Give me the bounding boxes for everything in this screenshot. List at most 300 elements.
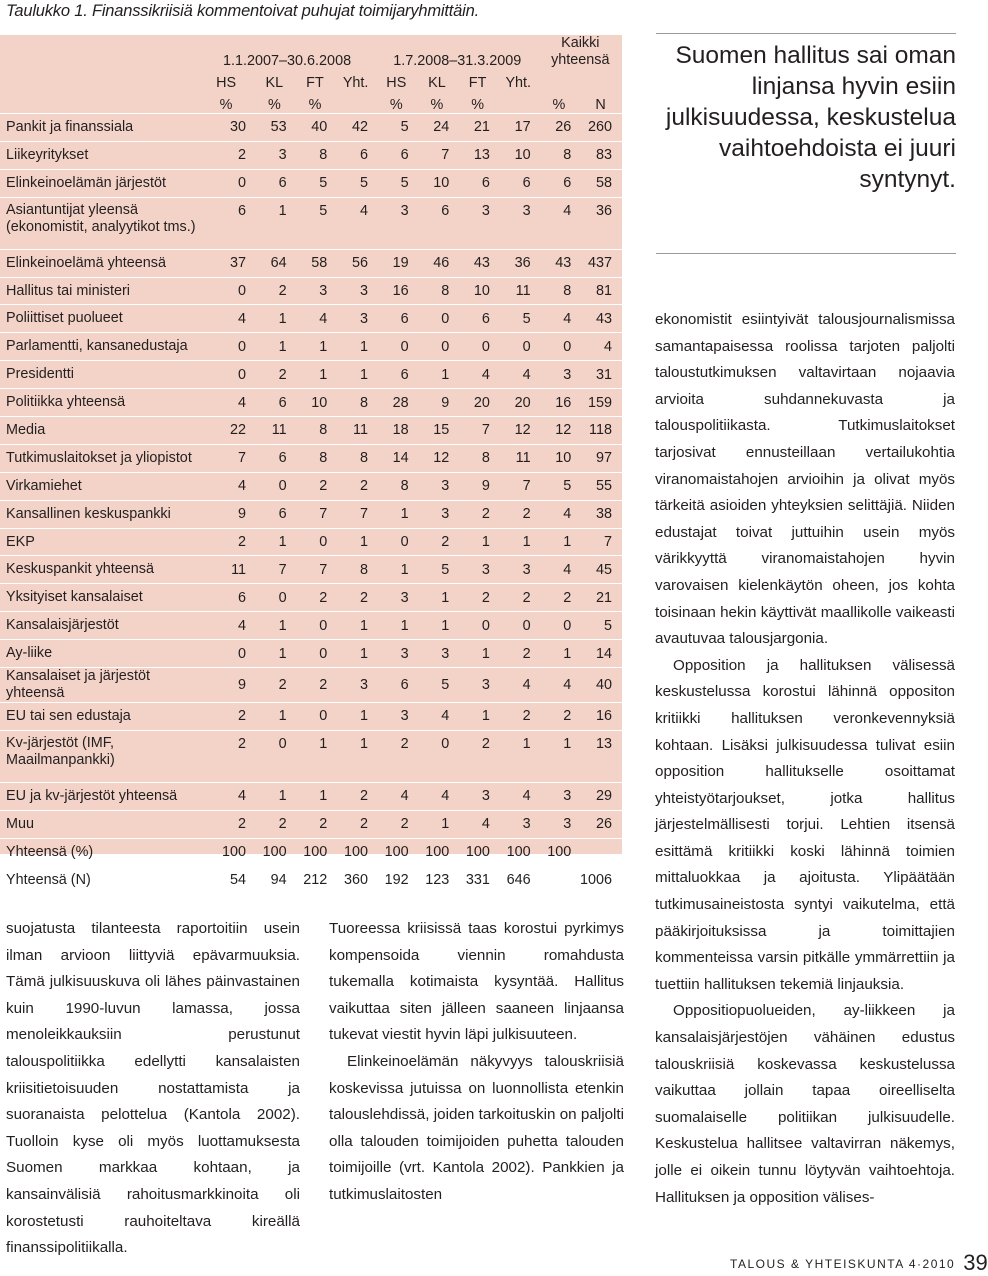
table-cell: 5 bbox=[417, 668, 458, 703]
table-row bbox=[0, 866, 622, 894]
row-label: EKP bbox=[0, 528, 198, 556]
table-cell: 6 bbox=[498, 169, 539, 197]
table-cell: 3 bbox=[335, 668, 376, 703]
row-label: Pankit ja finanssiala bbox=[0, 114, 198, 142]
table-cell: 16 bbox=[539, 389, 580, 417]
table-cell: 0 bbox=[295, 640, 336, 668]
unit-header: N bbox=[579, 91, 622, 114]
table-cell: 4 bbox=[579, 333, 622, 361]
table-cell: 4 bbox=[198, 389, 254, 417]
table-cell: 2 bbox=[457, 730, 498, 782]
table-row bbox=[0, 612, 622, 640]
table-cell: 13 bbox=[579, 730, 622, 782]
unit-header: % bbox=[295, 91, 336, 114]
table-cell: 1 bbox=[376, 556, 417, 584]
source-header bbox=[579, 69, 622, 91]
table-cell: 4 bbox=[457, 361, 498, 389]
table-cell: 94 bbox=[254, 866, 295, 894]
table-row bbox=[0, 556, 622, 584]
table-cell: 8 bbox=[295, 417, 336, 445]
table-cell: 8 bbox=[335, 444, 376, 472]
table-cell: 260 bbox=[579, 114, 622, 142]
table-cell: 8 bbox=[539, 141, 580, 169]
table-cell: 16 bbox=[376, 277, 417, 305]
table-cell: 11 bbox=[198, 556, 254, 584]
table-row bbox=[0, 528, 622, 556]
table-cell: 83 bbox=[579, 141, 622, 169]
source-header bbox=[539, 69, 580, 91]
period-1-header: 1.1.2007–30.6.2008 bbox=[223, 53, 352, 69]
table-cell: 2 bbox=[295, 810, 336, 838]
table-cell: 7 bbox=[295, 500, 336, 528]
table-cell: 4 bbox=[417, 782, 458, 810]
table-cell: 58 bbox=[295, 249, 336, 277]
table-cell: 1 bbox=[335, 528, 376, 556]
table-cell: 0 bbox=[198, 333, 254, 361]
table-cell: 5 bbox=[417, 556, 458, 584]
table-cell: 18 bbox=[376, 417, 417, 445]
table-cell: 331 bbox=[457, 866, 498, 894]
table-cell: 123 bbox=[417, 866, 458, 894]
table-cell: 2 bbox=[295, 472, 336, 500]
table-row bbox=[0, 782, 622, 810]
table-cell: 1 bbox=[295, 782, 336, 810]
table-cell: 1 bbox=[417, 361, 458, 389]
source-header: HS bbox=[386, 75, 407, 91]
table-cell: 2 bbox=[498, 500, 539, 528]
unit-header bbox=[335, 91, 376, 114]
data-table-panel bbox=[0, 35, 622, 889]
table-cell: 0 bbox=[457, 333, 498, 361]
table-cell: 56 bbox=[335, 249, 376, 277]
source-header: FT bbox=[468, 75, 487, 91]
table-cell: 3 bbox=[457, 197, 498, 249]
table-cell: 4 bbox=[295, 305, 336, 333]
table-cell: 2 bbox=[498, 584, 539, 612]
header-row-units bbox=[0, 91, 622, 114]
table-cell: 4 bbox=[498, 361, 539, 389]
table-cell: 2 bbox=[198, 810, 254, 838]
row-label: EU ja kv-järjestöt yhteensä bbox=[0, 782, 198, 810]
table-row bbox=[0, 197, 622, 249]
table-cell: 17 bbox=[498, 114, 539, 142]
table-cell: 1 bbox=[335, 333, 376, 361]
table-cell: 3 bbox=[295, 277, 336, 305]
header-row-periods bbox=[0, 35, 622, 69]
source-header: HS bbox=[216, 75, 237, 91]
table-cell: 22 bbox=[198, 417, 254, 445]
row-label: Virkamiehet bbox=[0, 472, 198, 500]
table-cell: 3 bbox=[335, 277, 376, 305]
period-2-header: 1.7.2008–31.3.2009 bbox=[393, 53, 522, 69]
table-cell: 8 bbox=[295, 444, 336, 472]
table-cell: 64 bbox=[254, 249, 295, 277]
table-cell: 0 bbox=[457, 612, 498, 640]
table-cell: 20 bbox=[498, 389, 539, 417]
table-cell: 36 bbox=[498, 249, 539, 277]
table-cell: 6 bbox=[376, 361, 417, 389]
table-cell: 0 bbox=[417, 333, 458, 361]
table-cell: 4 bbox=[198, 305, 254, 333]
unit-header bbox=[498, 91, 539, 114]
table-cell: 20 bbox=[457, 389, 498, 417]
table-cell: 3 bbox=[498, 556, 539, 584]
table-cell: 2 bbox=[335, 810, 376, 838]
row-label: Politiikka yhteensä bbox=[0, 389, 198, 417]
table-cell: 1 bbox=[254, 305, 295, 333]
table-row bbox=[0, 584, 622, 612]
table-cell: 10 bbox=[295, 389, 336, 417]
table-cell: 1 bbox=[254, 640, 295, 668]
table-cell: 0 bbox=[376, 333, 417, 361]
table-cell: 1 bbox=[254, 528, 295, 556]
table-cell: 100 bbox=[295, 838, 336, 866]
table-cell: 0 bbox=[376, 528, 417, 556]
table-row bbox=[0, 361, 622, 389]
paragraph: ekonomistit esiintyivät talousjournalismissa samantapaisessa roolissa tarjoten paljolti taloustutkimuksen valtavirtaan nojaavia arvioita suhdannekuvasta ja talouspolitiikasta. Tutkimuslaitokset tarjosivat ennusteillaan vertailukohtia viranomaistahojen arvioihin ja olivat myös tärkeitä asioiden yhteyksien selittäjiä. Niiden edustajat toivat juttuihin usein myös värikkyyttä viranomaistahojen hyvin varovaisen kielenkäytön oheen, jos kohta toisinaan hekin käyttivät maallikolle vaikeasti avautuvaa talousjargonia. bbox=[655, 311, 955, 648]
table-cell: 5 bbox=[335, 169, 376, 197]
table-cell: 646 bbox=[498, 866, 539, 894]
table-cell: 29 bbox=[579, 782, 622, 810]
table-cell: 100 bbox=[457, 838, 498, 866]
table-cell: 2 bbox=[254, 277, 295, 305]
table-cell: 2 bbox=[335, 782, 376, 810]
table-cell: 2 bbox=[376, 730, 417, 782]
table-cell: 19 bbox=[376, 249, 417, 277]
table-cell: 100 bbox=[376, 838, 417, 866]
pull-quote: Suomen hallitus sai oman linjansa hyvin esiin julkisuudessa, keskustelua vaihtoehdoista ei juuri syntynyt. bbox=[665, 42, 956, 193]
table-cell: 10 bbox=[498, 141, 539, 169]
table-cell: 11 bbox=[335, 417, 376, 445]
table-cell: 100 bbox=[498, 838, 539, 866]
table-cell: 2 bbox=[198, 141, 254, 169]
source-header: Yht. bbox=[342, 75, 369, 91]
table-cell: 12 bbox=[417, 444, 458, 472]
row-label: Asiantuntijat yleensä (ekonomistit, analyytikot tms.) bbox=[0, 197, 198, 249]
table-cell: 9 bbox=[417, 389, 458, 417]
table-cell: 212 bbox=[295, 866, 336, 894]
table-cell: 3 bbox=[417, 472, 458, 500]
table-cell: 9 bbox=[198, 668, 254, 703]
table-cell: 7 bbox=[417, 141, 458, 169]
table-cell: 7 bbox=[457, 417, 498, 445]
table-cell: 6 bbox=[254, 444, 295, 472]
table-cell: 11 bbox=[498, 277, 539, 305]
table-cell: 100 bbox=[335, 838, 376, 866]
table-cell: 2 bbox=[254, 810, 295, 838]
table-cell: 4 bbox=[198, 782, 254, 810]
table-cell: 4 bbox=[376, 782, 417, 810]
row-label: Muu bbox=[0, 810, 198, 838]
table-cell: 2 bbox=[254, 361, 295, 389]
table-cell: 2 bbox=[498, 640, 539, 668]
table-cell: 7 bbox=[254, 556, 295, 584]
table-cell: 1 bbox=[254, 703, 295, 731]
table-cell: 1006 bbox=[579, 866, 622, 894]
text-column-2 bbox=[329, 916, 624, 1209]
table-cell: 42 bbox=[335, 114, 376, 142]
table-cell: 3 bbox=[417, 640, 458, 668]
table-cell: 2 bbox=[198, 730, 254, 782]
table-cell: 43 bbox=[457, 249, 498, 277]
table-cell: 8 bbox=[539, 277, 580, 305]
table-cell: 24 bbox=[417, 114, 458, 142]
table-cell: 100 bbox=[539, 838, 580, 866]
table-cell: 4 bbox=[539, 305, 580, 333]
table-cell: 3 bbox=[539, 782, 580, 810]
table-cell: 0 bbox=[539, 612, 580, 640]
table-cell: 2 bbox=[539, 584, 580, 612]
row-label: Elinkeinoelämän järjestöt bbox=[0, 169, 198, 197]
row-label: Yhteensä (N) bbox=[0, 866, 198, 894]
table-cell: 5 bbox=[295, 169, 336, 197]
table-cell: 46 bbox=[417, 249, 458, 277]
table-row bbox=[0, 417, 622, 445]
table-row bbox=[0, 141, 622, 169]
table-cell: 2 bbox=[376, 810, 417, 838]
table-cell: 4 bbox=[539, 668, 580, 703]
table-cell: 13 bbox=[457, 141, 498, 169]
table-cell: 7 bbox=[295, 556, 336, 584]
table-cell: 3 bbox=[335, 305, 376, 333]
table-cell: 2 bbox=[417, 528, 458, 556]
row-label: EU tai sen edustaja bbox=[0, 703, 198, 731]
table-cell: 1 bbox=[335, 640, 376, 668]
table-cell: 0 bbox=[254, 730, 295, 782]
table-row bbox=[0, 703, 622, 731]
table-cell: 81 bbox=[579, 277, 622, 305]
table-cell: 5 bbox=[376, 169, 417, 197]
table-row bbox=[0, 444, 622, 472]
table-cell: 100 bbox=[198, 838, 254, 866]
table-cell: 100 bbox=[254, 838, 295, 866]
table-row bbox=[0, 838, 622, 866]
paragraph: Elinkeinoelämän näkyvyys talouskriisiä koskevissa jutuissa on luonnollista etenkin talouslehdissä, joiden tarkoituskin on paljolti olla talouden toimijoiden puhetta talouden toimijoille (vrt. Kantola 2002). Pankkien ja tutkimuslaitosten bbox=[329, 1052, 624, 1203]
table-cell: 3 bbox=[376, 584, 417, 612]
total-header: Kaikki yhteensä bbox=[551, 35, 610, 68]
table-cell: 1 bbox=[254, 612, 295, 640]
row-label: Yhteensä (%) bbox=[0, 838, 198, 866]
table-cell: 11 bbox=[254, 417, 295, 445]
table-cell: 1 bbox=[539, 640, 580, 668]
table-cell: 38 bbox=[579, 500, 622, 528]
table-cell: 3 bbox=[539, 810, 580, 838]
table-cell: 6 bbox=[335, 141, 376, 169]
row-label: Liikeyritykset bbox=[0, 141, 198, 169]
table-cell: 1 bbox=[417, 810, 458, 838]
paragraph: Tuoreessa kriisissä taas korostui pyrkimys kompensoida viennin romahdusta tukemalla kotimaista kysyntää. Hallitus vaikuttaa siten jälleen saaneen linjaansa tukevat viestit hyvin läpi julkisuuteen. bbox=[329, 920, 624, 1044]
table-cell: 4 bbox=[198, 612, 254, 640]
table-cell: 2 bbox=[295, 668, 336, 703]
source-header: Yht. bbox=[505, 75, 532, 91]
table-cell: 159 bbox=[579, 389, 622, 417]
table-cell: 4 bbox=[539, 197, 580, 249]
table-cell: 58 bbox=[579, 169, 622, 197]
table-cell: 3 bbox=[498, 197, 539, 249]
paragraph: Oppositiopuolueiden, ay-liikkeen ja kansalaisjärjestöjen vähäinen edustus talouskriisiä koskevassa keskustelussa vaikuttaa jollain tapaa oireelliselta suomalaiselle politiikan julkisuudelle. Keskustelua hallitsee valtavirran näkemys, jolle ei oikein tunnu löytyvän vaihtoehtoja. Hallituksen ja opposition välises- bbox=[655, 1002, 955, 1206]
table-cell: 43 bbox=[539, 249, 580, 277]
table-cell: 4 bbox=[457, 810, 498, 838]
header-row-sources bbox=[0, 69, 622, 91]
row-label: Kv-järjestöt (IMF, Maailmanpankki) bbox=[0, 730, 198, 782]
paragraph: Opposition ja hallituksen välisessä keskustelussa korostui lähinnä oppositon kritiikki hallituksen veronkevennyksiä kohtaan. Lisäksi julkisuudessa tulivat esiin opposition hallitukselle osoittamat yhteistyötarjoukset, jotka hallitus järjestelmällisesti torjui. Lehtien itsensä esittämä kritiikki koski lähinnä toimien mittaluokkaa ja ajoitusta. Ylipäätään tutkimusaineistosta syntyi vaikutelma, että pääkirjoituksissa ja toimittajien kommenteissa varsin pitkälle ymmärrettiin ja tuettiin hallituksen tekemiä linjauksia. bbox=[655, 656, 955, 993]
table-row bbox=[0, 305, 622, 333]
unit-header: % bbox=[457, 91, 498, 114]
table-row bbox=[0, 249, 622, 277]
table-cell: 0 bbox=[295, 528, 336, 556]
table-cell: 4 bbox=[539, 556, 580, 584]
table-cell: 0 bbox=[498, 612, 539, 640]
table-cell: 15 bbox=[417, 417, 458, 445]
table-cell: 3 bbox=[457, 668, 498, 703]
unit-header: % bbox=[198, 91, 254, 114]
journal-name: TALOUS & YHTEISKUNTA 4·2010 bbox=[730, 1257, 956, 1271]
table-cell: 55 bbox=[579, 472, 622, 500]
table-cell: 28 bbox=[376, 389, 417, 417]
table-cell: 1 bbox=[539, 730, 580, 782]
table-row bbox=[0, 810, 622, 838]
table-cell: 1 bbox=[295, 361, 336, 389]
row-label: Parlamentti, kansanedustaja bbox=[0, 333, 198, 361]
table-cell: 0 bbox=[417, 305, 458, 333]
table-cell: 12 bbox=[498, 417, 539, 445]
table-cell: 0 bbox=[295, 612, 336, 640]
table-cell: 1 bbox=[498, 528, 539, 556]
row-label: Yksityiset kansalaiset bbox=[0, 584, 198, 612]
table-cell: 437 bbox=[579, 249, 622, 277]
table-cell: 0 bbox=[198, 169, 254, 197]
table-cell: 4 bbox=[498, 782, 539, 810]
table-cell: 1 bbox=[335, 730, 376, 782]
table-cell: 1 bbox=[295, 730, 336, 782]
table-cell: 5 bbox=[579, 612, 622, 640]
paragraph: suojatusta tilanteesta raportoitiin usein ilman arvioon liittyviä epävarmuuksia. Tämä julkisuuskuva oli lähes päinvastainen kuin 1990-luvun lamassa, jossa menoleikkauksiin perustunut talouspolitiikka edellytti kansalaisten kriisitietoisuuden nostattamista ja suoranaista pelottelua (Kantola 2002). Tuolloin kyse oli myös luottamuksesta Suomen markkaa kohtaan, ja kansainvälisiä rahoitusmarkkinoita oli korostetusti rauhoiteltava kireällä finanssipolitiikalla. bbox=[6, 920, 300, 1257]
table-cell: 3 bbox=[254, 141, 295, 169]
table-row bbox=[0, 472, 622, 500]
table-cell: 7 bbox=[335, 500, 376, 528]
table-cell: 1 bbox=[335, 612, 376, 640]
table-cell: 43 bbox=[579, 305, 622, 333]
unit-header: % bbox=[417, 91, 458, 114]
table-cell: 0 bbox=[295, 703, 336, 731]
table-cell bbox=[579, 838, 622, 866]
table-cell: 4 bbox=[498, 668, 539, 703]
table-cell: 2 bbox=[335, 584, 376, 612]
table-cell: 360 bbox=[335, 866, 376, 894]
row-label: Ay-liike bbox=[0, 640, 198, 668]
table-cell: 4 bbox=[335, 197, 376, 249]
table-cell: 1 bbox=[376, 612, 417, 640]
page-footer bbox=[730, 1250, 988, 1276]
row-label: Media bbox=[0, 417, 198, 445]
table-cell: 54 bbox=[198, 866, 254, 894]
table-cell: 2 bbox=[457, 500, 498, 528]
row-label: Kansalaiset ja järjestöt yhteensä bbox=[0, 668, 198, 703]
table-cell: 7 bbox=[498, 472, 539, 500]
table-row bbox=[0, 730, 622, 782]
table-cell: 6 bbox=[457, 305, 498, 333]
table-cell: 16 bbox=[579, 703, 622, 731]
table-cell: 8 bbox=[335, 389, 376, 417]
table-cell: 4 bbox=[198, 472, 254, 500]
top-rule bbox=[656, 33, 956, 34]
table-cell: 7 bbox=[198, 444, 254, 472]
table-cell: 5 bbox=[498, 305, 539, 333]
table-cell: 4 bbox=[417, 703, 458, 731]
table-row bbox=[0, 500, 622, 528]
table-cell: 0 bbox=[254, 584, 295, 612]
table-cell: 2 bbox=[198, 528, 254, 556]
table-cell: 0 bbox=[198, 640, 254, 668]
table-cell: 8 bbox=[295, 141, 336, 169]
table-cell: 0 bbox=[498, 333, 539, 361]
table-cell: 6 bbox=[539, 169, 580, 197]
table-cell: 21 bbox=[457, 114, 498, 142]
table-cell: 118 bbox=[579, 417, 622, 445]
table-cell: 40 bbox=[295, 114, 336, 142]
table-cell: 2 bbox=[498, 703, 539, 731]
table-cell: 3 bbox=[457, 782, 498, 810]
table-cell: 3 bbox=[376, 197, 417, 249]
table-cell: 1 bbox=[457, 640, 498, 668]
table-cell: 6 bbox=[198, 197, 254, 249]
table-row bbox=[0, 389, 622, 417]
table-cell: 6 bbox=[254, 500, 295, 528]
row-label: Poliittiset puolueet bbox=[0, 305, 198, 333]
table-cell: 6 bbox=[417, 197, 458, 249]
row-label: Kansallinen keskuspankki bbox=[0, 500, 198, 528]
table-cell: 1 bbox=[254, 333, 295, 361]
table-cell: 36 bbox=[579, 197, 622, 249]
table-row bbox=[0, 114, 622, 142]
table-cell: 2 bbox=[198, 703, 254, 731]
table-cell: 31 bbox=[579, 361, 622, 389]
table-cell: 10 bbox=[539, 444, 580, 472]
table-cell: 1 bbox=[539, 528, 580, 556]
table-cell: 12 bbox=[539, 417, 580, 445]
table-cell: 45 bbox=[579, 556, 622, 584]
table-cell: 5 bbox=[376, 114, 417, 142]
data-table bbox=[0, 35, 622, 894]
table-cell: 2 bbox=[539, 703, 580, 731]
table-cell: 6 bbox=[376, 668, 417, 703]
table-cell: 1 bbox=[254, 197, 295, 249]
table-cell: 3 bbox=[376, 640, 417, 668]
row-label: Presidentti bbox=[0, 361, 198, 389]
text-column-3 bbox=[655, 307, 955, 1211]
table-cell: 0 bbox=[539, 333, 580, 361]
table-cell: 10 bbox=[457, 277, 498, 305]
table-cell: 3 bbox=[417, 500, 458, 528]
table-cell: 0 bbox=[417, 730, 458, 782]
table-cell: 3 bbox=[376, 703, 417, 731]
table-cell: 100 bbox=[417, 838, 458, 866]
table-cell: 6 bbox=[376, 141, 417, 169]
row-label: Tutkimuslaitokset ja yliopistot bbox=[0, 444, 198, 472]
table-cell: 8 bbox=[417, 277, 458, 305]
table-cell: 97 bbox=[579, 444, 622, 472]
table-cell: 21 bbox=[579, 584, 622, 612]
source-header: FT bbox=[306, 75, 324, 91]
table-cell: 3 bbox=[457, 556, 498, 584]
table-cell: 14 bbox=[579, 640, 622, 668]
table-cell: 9 bbox=[457, 472, 498, 500]
table-cell: 6 bbox=[457, 169, 498, 197]
table-caption: Taulukko 1. Finanssikriisiä kommentoivat puhujat toimijaryhmittäin. bbox=[6, 2, 479, 20]
table-cell: 6 bbox=[254, 389, 295, 417]
unit-header: % bbox=[376, 91, 417, 114]
unit-header: % bbox=[539, 91, 580, 114]
